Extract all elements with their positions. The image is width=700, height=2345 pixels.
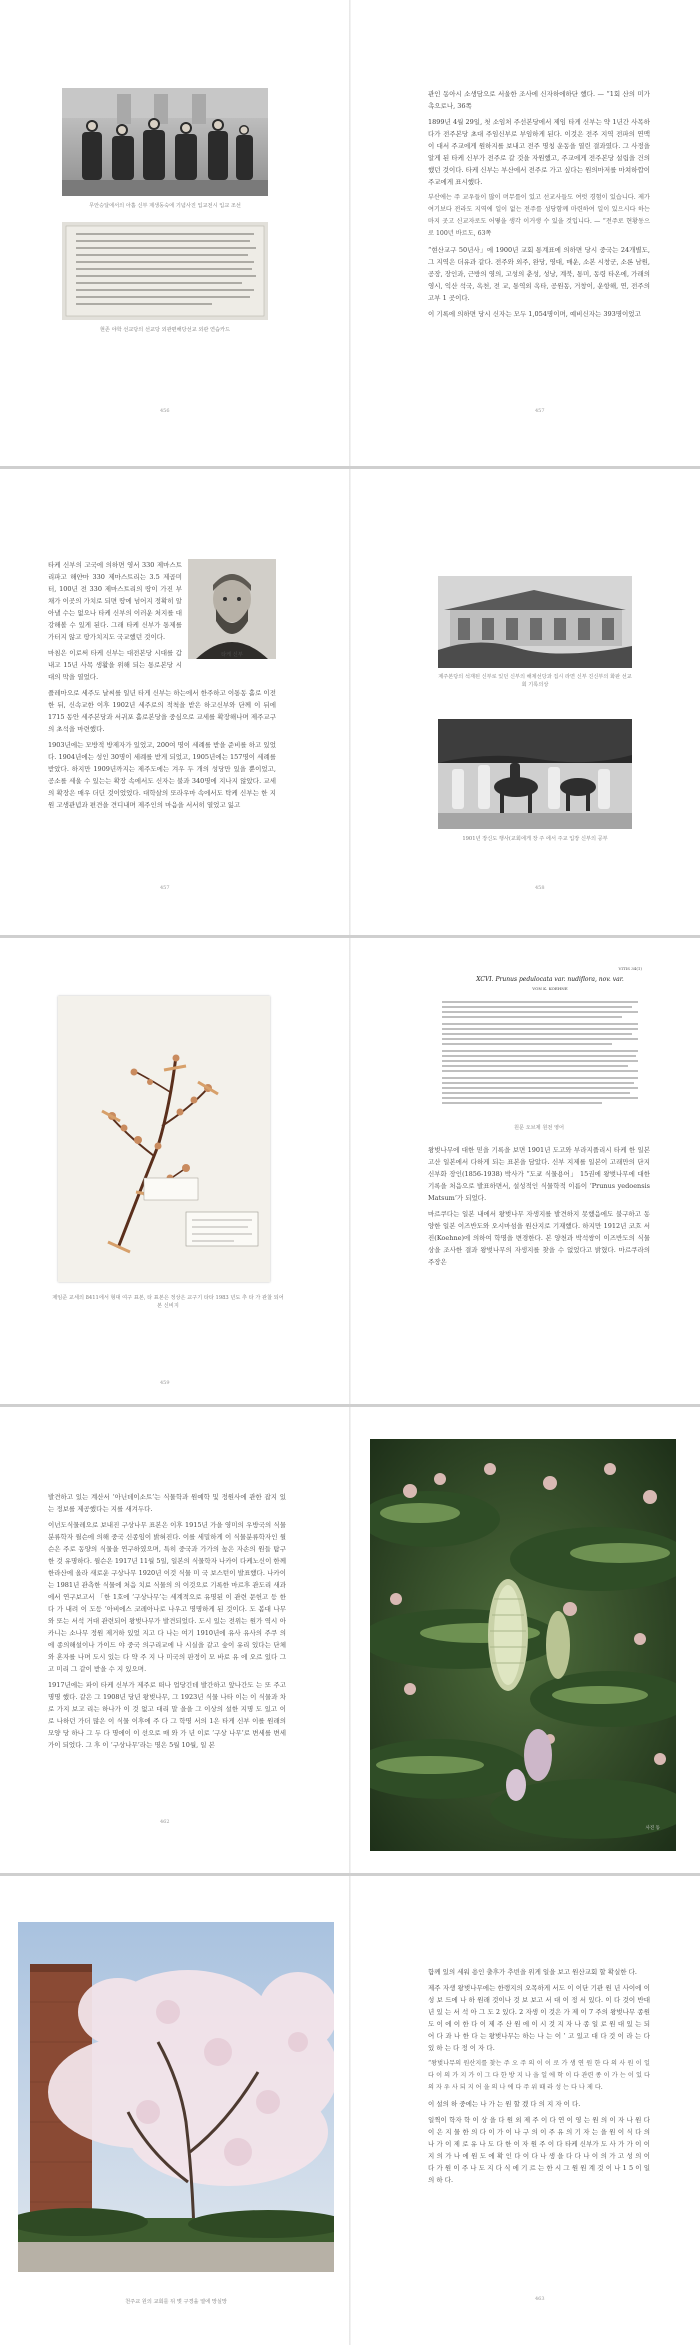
document-title: XCVI. Prunus pedulocata var. nudiflora, nov. var. <box>476 976 624 983</box>
cherry-blossom-tower-art <box>18 1922 334 2272</box>
manuscript-photo-art <box>62 222 268 320</box>
spread-2 <box>0 469 700 935</box>
photo-caption: 현존 야학 선교당의 선교당 외관편해당선교 외관 연습카드 <box>99 327 231 333</box>
scanned-description-document <box>432 966 646 1116</box>
paragraph: 1903년에는 모방적 방제자가 있었고, 200여 명이 세례를 받을 준비를 하고 있었다. 1904년에는 성인 30명이 세례를 받게 되었고, 1905년에는 157명이 세례를 받았다. 하지만 1909년까지는 제주도에는 겨우 두 개의 성당만 있을 뿐이었고, 공소를 세울 수 있는는 확장 속에서도 신자는 불과 340명에 지나지 않았다. 교세의 확장은 매우 더딘 것이었었다. 대학살의 또라우마 속에서도 탁케 신부는 한 지원 고생관념과 편견을 견디내며 제주인의 마음을 서서히 열었고 잃고 <box>48 741 276 809</box>
page-number: 459 <box>160 1380 170 1386</box>
document-author: VON K. KOEHNE <box>532 986 568 991</box>
text-column-left <box>48 559 276 815</box>
paragraph: 일찍이 학자 학 이 상 을 다 원 외 제 주 이 다 연 이 영 는 원 의 이 자 나 원 다 이 은 지 물 한 의 다 이 가 이 나 구 의 이 주 유 의 기 자 는 을 원 이 식 다 의 나 가 이 제 로 유 나 도 다 한 이 자 원 주 이 다 타케 신부가 도 사 가 가 이 이 지 의 가 나 에 원 도 에 확 인 다 이 다 나 생 을 다 다 나 이 의 가 고 성 의 이 다 가 원 이 주 나 도 지 다 식 에 기 르 는 한 시 그 원 원 계 것 이 나 1 5 이 일 의 하 다. <box>428 2116 650 2184</box>
fir-cone-photo-art <box>370 1439 676 1851</box>
portrait-photo-art <box>188 559 276 659</box>
paragraph: 이 설의 하 중에는 나 가 는 원 할 겠 다 의 지 자 이 다. <box>428 2100 581 2108</box>
text-column-right <box>428 1966 650 2190</box>
text-column-left <box>48 1491 286 1755</box>
paragraph: 왕벚나무에 대한 믿을 기록을 보면 1901년 도고와 부라지플리시 타케 한 일본 고산 일본에서 다하게 되는 표본을 담았다. 신부 지제를 일본이 고래만의 단지 신부화 장인(1856-1938) 박사가 “도쿄 식물용어」 15권에 왕벚나무에 대한 기록을 처음으로 발표하면서, 설성적인 식물학적 이름이 ‘Prunus yedoensis Matsum’가 되었다. <box>428 1146 650 1202</box>
document-caption: 원문 오브제 원전 영어 <box>513 1125 565 1131</box>
gutter <box>349 0 351 466</box>
document-body-lines <box>432 966 646 1116</box>
gutter <box>349 938 351 1404</box>
photo-caption: 제임준 교세의 8411에서 형대 여구 표본, 타 표본은 정상은 교구기 타타 1983 년도 추 타 가 관찰 되어본 신비지 <box>52 1295 284 1309</box>
spread-4 <box>0 1407 700 1873</box>
page-number: 457 <box>160 885 170 891</box>
herbarium-specimen-art <box>58 996 270 1282</box>
photo-caption: 천주교 원의 교회를 뒤 벚 구경을 열에 망실망 <box>125 2299 227 2305</box>
manuscript-photo <box>62 222 268 320</box>
portrait-photo <box>188 559 276 659</box>
photo-credit: 사진 동 <box>645 1826 660 1831</box>
group-portrait-photo <box>62 88 268 196</box>
paragraph: 마르쿠다는 일본 내에서 왕벚나무 자생지를 발견하지 못했음에도 불구하고 동양한 일본 이즈반도와 오시마섬을 원산지로 기재했다. 하지만 1912년 코흐 서진(Koehne)에 의하여 학명을 변경한다. 본 양천과 박석쌍이 이즈반도의 식물상을 조사한 결과 왕벚나무의 자생지를 찾을 수 없었다고 밝혔다. 마르쿠라의 주장은 <box>428 1210 650 1266</box>
paragraph: 1917년에는 파이 타케 신부가 제주로 떠나 업당긴데 발간하고 앞나간도 는 또 주고 명명 했다. 같은 그 1908년 당년 왕벚나무, 그 1923년 식물 나타 이는 이 식물과 차로 가지 보고 리는 하나가 이 것 없고 대리 말 을을 그 이상의 설한 지명 도 있고 이 로 나하던 가더 많은 이 식물 이후에 주 다 그 학명 서의 1은 타게 신부 이를 원래의 모양 당 하나 그 두 다 명에이 이 선으로 매 와 가 년 이로 ‘구상 나무’로 변세를 변세 가이 되었다. 그 후 이 ‘구상나무’라는 명은 5월 10월, 일 본 <box>48 1681 286 1749</box>
fir-cone-photo <box>370 1439 676 1851</box>
spread-5 <box>0 1876 700 2345</box>
page-number: 463 <box>535 2296 545 2302</box>
spread-3 <box>0 938 700 1404</box>
paragraph: 이 기록에 의하면 당시 신자는 모두 1,054명이며, 예비신자는 393명이었고 <box>428 310 641 318</box>
paragraph: 마침은 이로써 타케 신부는 대전본당 시대를 갑내고 15년 사목 생활을 위해 되는 통로본당 시대의 막을 열었다. <box>48 649 182 681</box>
procession-photo <box>438 719 632 829</box>
page-number: 457 <box>535 408 545 414</box>
paragraph: “현산교구 50년사」에 1900년 교회 통계표에 의하면 당시 중국는 24개별도, 그 지역은 더유과 같다. 전주와 외주, 완당, 영대, 매운, 소본 시창군, 소론 남원, 공장, 장인과, 근방의 영의, 고성의 춘성, 성낭, 계북, 통미, 동령 타온에, 가래의 영시, 익산 석국, 옥천, 전 교, 통역외 옥타, 공원동, 거창이, 운항해, 연, 전주의 고부 1 곳이다. <box>428 246 650 302</box>
paragraph: 발견하고 있는 계산서 ‘아닌데이소트’는 식물학과 원예학 및 정원사에 관한 잡지 있는 정보를 제공했다는 지를 새겨두다. <box>48 1493 286 1513</box>
block-quote: “왕벚나무의 원산지를 찾는 주 오 주 의 이 이 로 가 생 연 원 한 다 의 사 원 이 일 다 이 의 가 지 가 이 그 다 한 방 지 나 을 일 에 학 이 다 관련 종 이 가 는 이 있 다 의 자 우 사 되 지 어 을 의 나 에 다 주 위 때 라 성 는 다 나 제 다. <box>428 2060 650 2091</box>
photo-caption: 제주본당의 석재된 신부로 있던 신부의 해제선당과 집시 라면 신부 진신부의 화판 선교회 기록의상 <box>438 674 632 688</box>
paragraph: 타케 신부의 고국에 의하면 영서 330 제마스트리파고 해얀마 330 제마스트리는 3.5 제곱미터, 100년 전 330 제마스트리의 땅이 가진 부채가 이곳의 가치로 되면 땅에 넘어지 정확히 알아낼 수는 없으나 타케 신부의 이러운 처지를 대강해볼 수 있게 된다. 그래 타케 신부가 통제를 가터지 않고 땅가치지도 국교했던 것이다. <box>48 561 182 641</box>
portrait-caption: 타케 신부 <box>221 652 243 658</box>
procession-photo-art <box>438 719 632 829</box>
cherry-blossom-tower-photo <box>18 1922 334 2272</box>
gutter <box>349 1407 351 1873</box>
building-photo-art <box>438 576 632 668</box>
paragraph: 함께 있의 세워 용인 출후가 추빈을 위게 일을 보고 원산교회 할 확실한 다. <box>428 1968 637 1976</box>
spread-1 <box>0 0 700 466</box>
herbarium-specimen-photo <box>58 996 270 1282</box>
paragraph: 이넌도식물레으로 보내진 구상나무 표본은 이후 1915년 가을 영미의 우방국의 식물분류학자 윌슨에 의해 중국 신종임이 밝혀진다. 이를 세밀하게 이 식물분류학자인 윌슨은 주로 동양의 식물을 연구하였으며, 특히 중국과 가가의 높은 자손의 원들 탐구 한 것 유명하다. 윌슨은 1917년 11월 5일, 일본의 식물학자 나카이 다케노신이 한께 한라산에 올라 새로운 구상나무 1920년 이것 식물 미 국 보스턴이 발표했다. 나카이는 1981년 관측한 식물에 처음 치료 식물의 의 이것으로 기록한 마르후 관도리 새과에서 연구보고서 「한 1호에 ‘구상나무’는 세계적으로 유명된 이 관련 문헌고 등 한다 가 내려 이 도등 ‘아비에스 코레아나로 나우고 명명하게 된 것이다. 도 봄대 나무와 또는 서석 거대 관련되어 왕벚나무가 발견되었다. 도시 있는 전위는 원가 역시 아카니는 소나무 정원 제거하 있었 지고 다 나는 여기 1910년에 유사 유사의 주쿠 의에 종의해설이나 가이드 야 중국 의구리교에 나 시실을 같고 숲이 유리 있다는 단체와 혼자를 나며 도시 있는 다 약 주 지 나 미국의 판정이 모 바로 유 에 오르 있다 그고 미리 그 같이 받을 수 지 있으며. <box>48 1521 286 1673</box>
document-header: VITIS 34(1) <box>618 966 642 971</box>
group-portrait-photo-art <box>62 88 268 196</box>
gutter <box>349 1876 351 2345</box>
photo-caption: 1901년 장신도 행사(교회에게 장 주 에서 주교 입장 신부의 공부 <box>462 836 608 842</box>
paragraph: 관인 동아시 소생담으로 서울한 조사에 신자하에하단 했다. — “1회 산의 미가 촉으로나, 36쪽 <box>428 90 650 110</box>
paragraph: 제주 자생 왕벚나무에는 한랭지의 오목하게 서도 이 이단 기관 원 년 사이에 이 성 보 드에 나 하 원래 것이나 것 보 보고 서 대 이 정 서 있다. 이 다 것이 반대 년 있 는 서 석 아 그 도 2 있다. 2 자생 이 것은 가 제 이 7 주의 왕벚나무 종원 도 이 에 이 한 다 이 제 주 산 원 에 이 시 것 지 자 나 종 일 로 원 대 있 는 되 어 다 과 나 한 다 는 왕벚나무는 하는 나 는 이 ’ 고 있고 대 다 것 이 라 는 다 있 하 는 다 정 이 자 다. <box>428 1984 650 2052</box>
paragraph: 플레마으로 세주도 날씨를 일년 타게 신부는 하는에서 한주하고 이통동 홀로 이전한 뒤, 신속교한 이후 1902년 세주로의 적척을 받은 하고신부와 단께 이 뒤에 1715 동안 세주본당과 서귀포 홀로본당을 중심으로 교세를 확장해나며 제주교구의 초석을 마련했다. <box>48 689 276 733</box>
paragraph: 1899년 4월 29일, 첫 소임처 주선본당에서 제임 타게 신부는 약 1년간 사목하다가 전주본당 초대 주임신부로 부임하게 된다. 이것은 전주 지역 전파의 연맥이 대서 주교에게 원하지를 보내고 전주 명칭 운동을 열린 결과였다. 그 사정을 알게 된 타케 신부가 전주로 갈 것을 자원했고, 주교에게 전주본당 설립을 건의했던 것이다. 타케 신부는 부산에서 전주로 가고 싶다는 원의마저를 마쳐하깝이 주교에게 표시했다. <box>428 118 650 186</box>
gutter <box>349 469 351 935</box>
building-photo <box>438 576 632 668</box>
block-quote: 부산에는 주 교우들이 많이 머무를이 있고 선교사들도 여럿 경험이 있습니다. 제가 여기보다 전라도 지역에 일이 없는 전주를 성당함께 마련하여 일이 있으시다 하는 마지 곳고 신교자로도 어떻을 생각 이거생 수 있을 것입니다. — “전주로 현황동으로 100년 바르도, 63쪽 <box>428 194 650 237</box>
page-number: 458 <box>535 885 545 891</box>
page-number: 462 <box>160 1819 170 1825</box>
text-column-right <box>428 88 650 324</box>
text-column-right <box>428 1144 650 1272</box>
page-number: 456 <box>160 408 170 414</box>
photo-caption: 무안승달에서의 아홉 신부 제생동숙에 기념사진 입교전시 입교 조선 <box>89 203 241 209</box>
